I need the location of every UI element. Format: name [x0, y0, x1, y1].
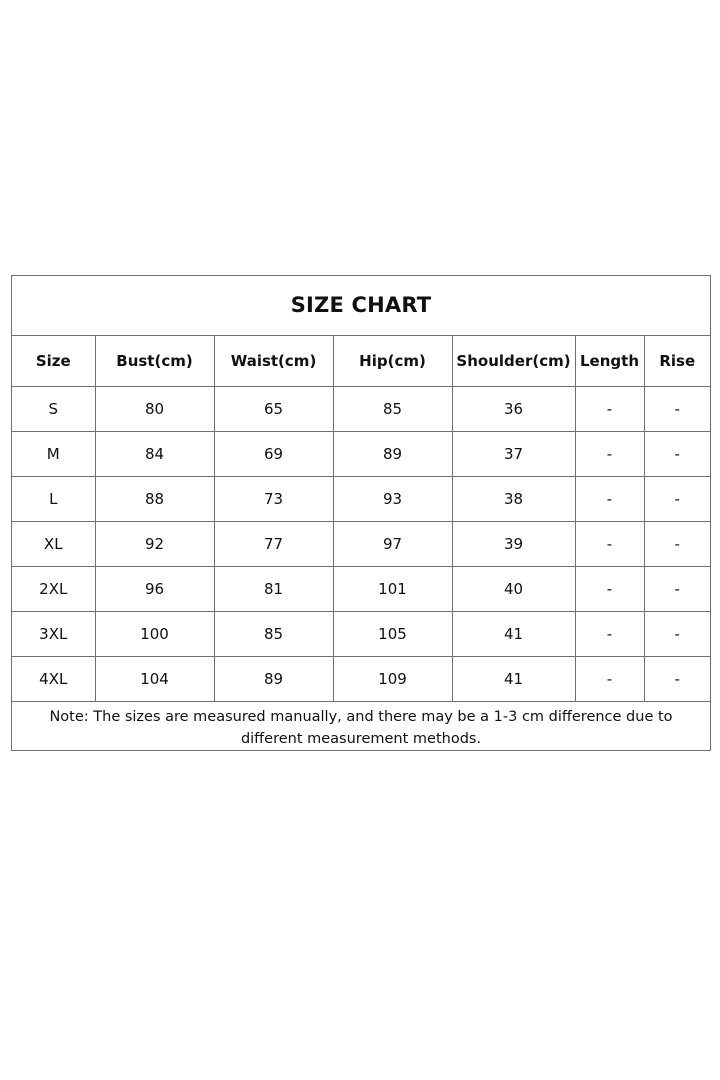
- table-row: [12, 386, 710, 431]
- cell-hip: 85: [333, 386, 452, 431]
- cell-length: -: [575, 521, 644, 566]
- cell-waist: 77: [214, 521, 333, 566]
- cell-length: -: [575, 476, 644, 521]
- size-chart: [11, 275, 711, 751]
- size-table: [12, 336, 710, 702]
- cell-size: XL: [12, 521, 95, 566]
- cell-shoulder: 37: [452, 431, 575, 476]
- cell-shoulder: 41: [452, 611, 575, 656]
- table-row: [12, 476, 710, 521]
- table-row: [12, 566, 710, 611]
- column-header-waist: Waist(cm): [214, 336, 333, 386]
- cell-hip: 109: [333, 656, 452, 701]
- cell-rise: -: [644, 386, 710, 431]
- column-header-rise: Rise: [644, 336, 710, 386]
- cell-bust: 84: [95, 431, 214, 476]
- table-row: [12, 431, 710, 476]
- cell-waist: 65: [214, 386, 333, 431]
- cell-length: -: [575, 431, 644, 476]
- cell-length: -: [575, 386, 644, 431]
- table-row: [12, 521, 710, 566]
- column-header-bust: Bust(cm): [95, 336, 214, 386]
- cell-length: -: [575, 566, 644, 611]
- cell-shoulder: 36: [452, 386, 575, 431]
- cell-size: M: [12, 431, 95, 476]
- cell-hip: 105: [333, 611, 452, 656]
- cell-bust: 92: [95, 521, 214, 566]
- cell-length: -: [575, 611, 644, 656]
- cell-shoulder: 41: [452, 656, 575, 701]
- cell-waist: 85: [214, 611, 333, 656]
- cell-rise: -: [644, 656, 710, 701]
- cell-waist: 81: [214, 566, 333, 611]
- cell-rise: -: [644, 431, 710, 476]
- cell-size: S: [12, 386, 95, 431]
- cell-rise: -: [644, 611, 710, 656]
- cell-rise: -: [644, 476, 710, 521]
- column-header-hip: Hip(cm): [333, 336, 452, 386]
- chart-title: SIZE CHART: [12, 276, 710, 336]
- cell-shoulder: 40: [452, 566, 575, 611]
- cell-size: L: [12, 476, 95, 521]
- header-row: [12, 336, 710, 386]
- cell-waist: 89: [214, 656, 333, 701]
- cell-size: 3XL: [12, 611, 95, 656]
- cell-hip: 97: [333, 521, 452, 566]
- cell-bust: 96: [95, 566, 214, 611]
- table-row: [12, 656, 710, 701]
- cell-waist: 69: [214, 431, 333, 476]
- cell-waist: 73: [214, 476, 333, 521]
- cell-length: -: [575, 656, 644, 701]
- column-header-shoulder: Shoulder(cm): [452, 336, 575, 386]
- cell-shoulder: 38: [452, 476, 575, 521]
- cell-bust: 104: [95, 656, 214, 701]
- column-header-size: Size: [12, 336, 95, 386]
- cell-bust: 100: [95, 611, 214, 656]
- cell-rise: -: [644, 566, 710, 611]
- cell-rise: -: [644, 521, 710, 566]
- cell-hip: 101: [333, 566, 452, 611]
- table-row: [12, 611, 710, 656]
- cell-hip: 89: [333, 431, 452, 476]
- cell-shoulder: 39: [452, 521, 575, 566]
- cell-size: 4XL: [12, 656, 95, 701]
- cell-size: 2XL: [12, 566, 95, 611]
- cell-bust: 80: [95, 386, 214, 431]
- measurement-note: Note: The sizes are measured manually, and there may be a 1-3 cm difference due to different measurement methods.: [49, 708, 673, 747]
- column-header-length: Length: [575, 336, 644, 386]
- cell-hip: 93: [333, 476, 452, 521]
- cell-bust: 88: [95, 476, 214, 521]
